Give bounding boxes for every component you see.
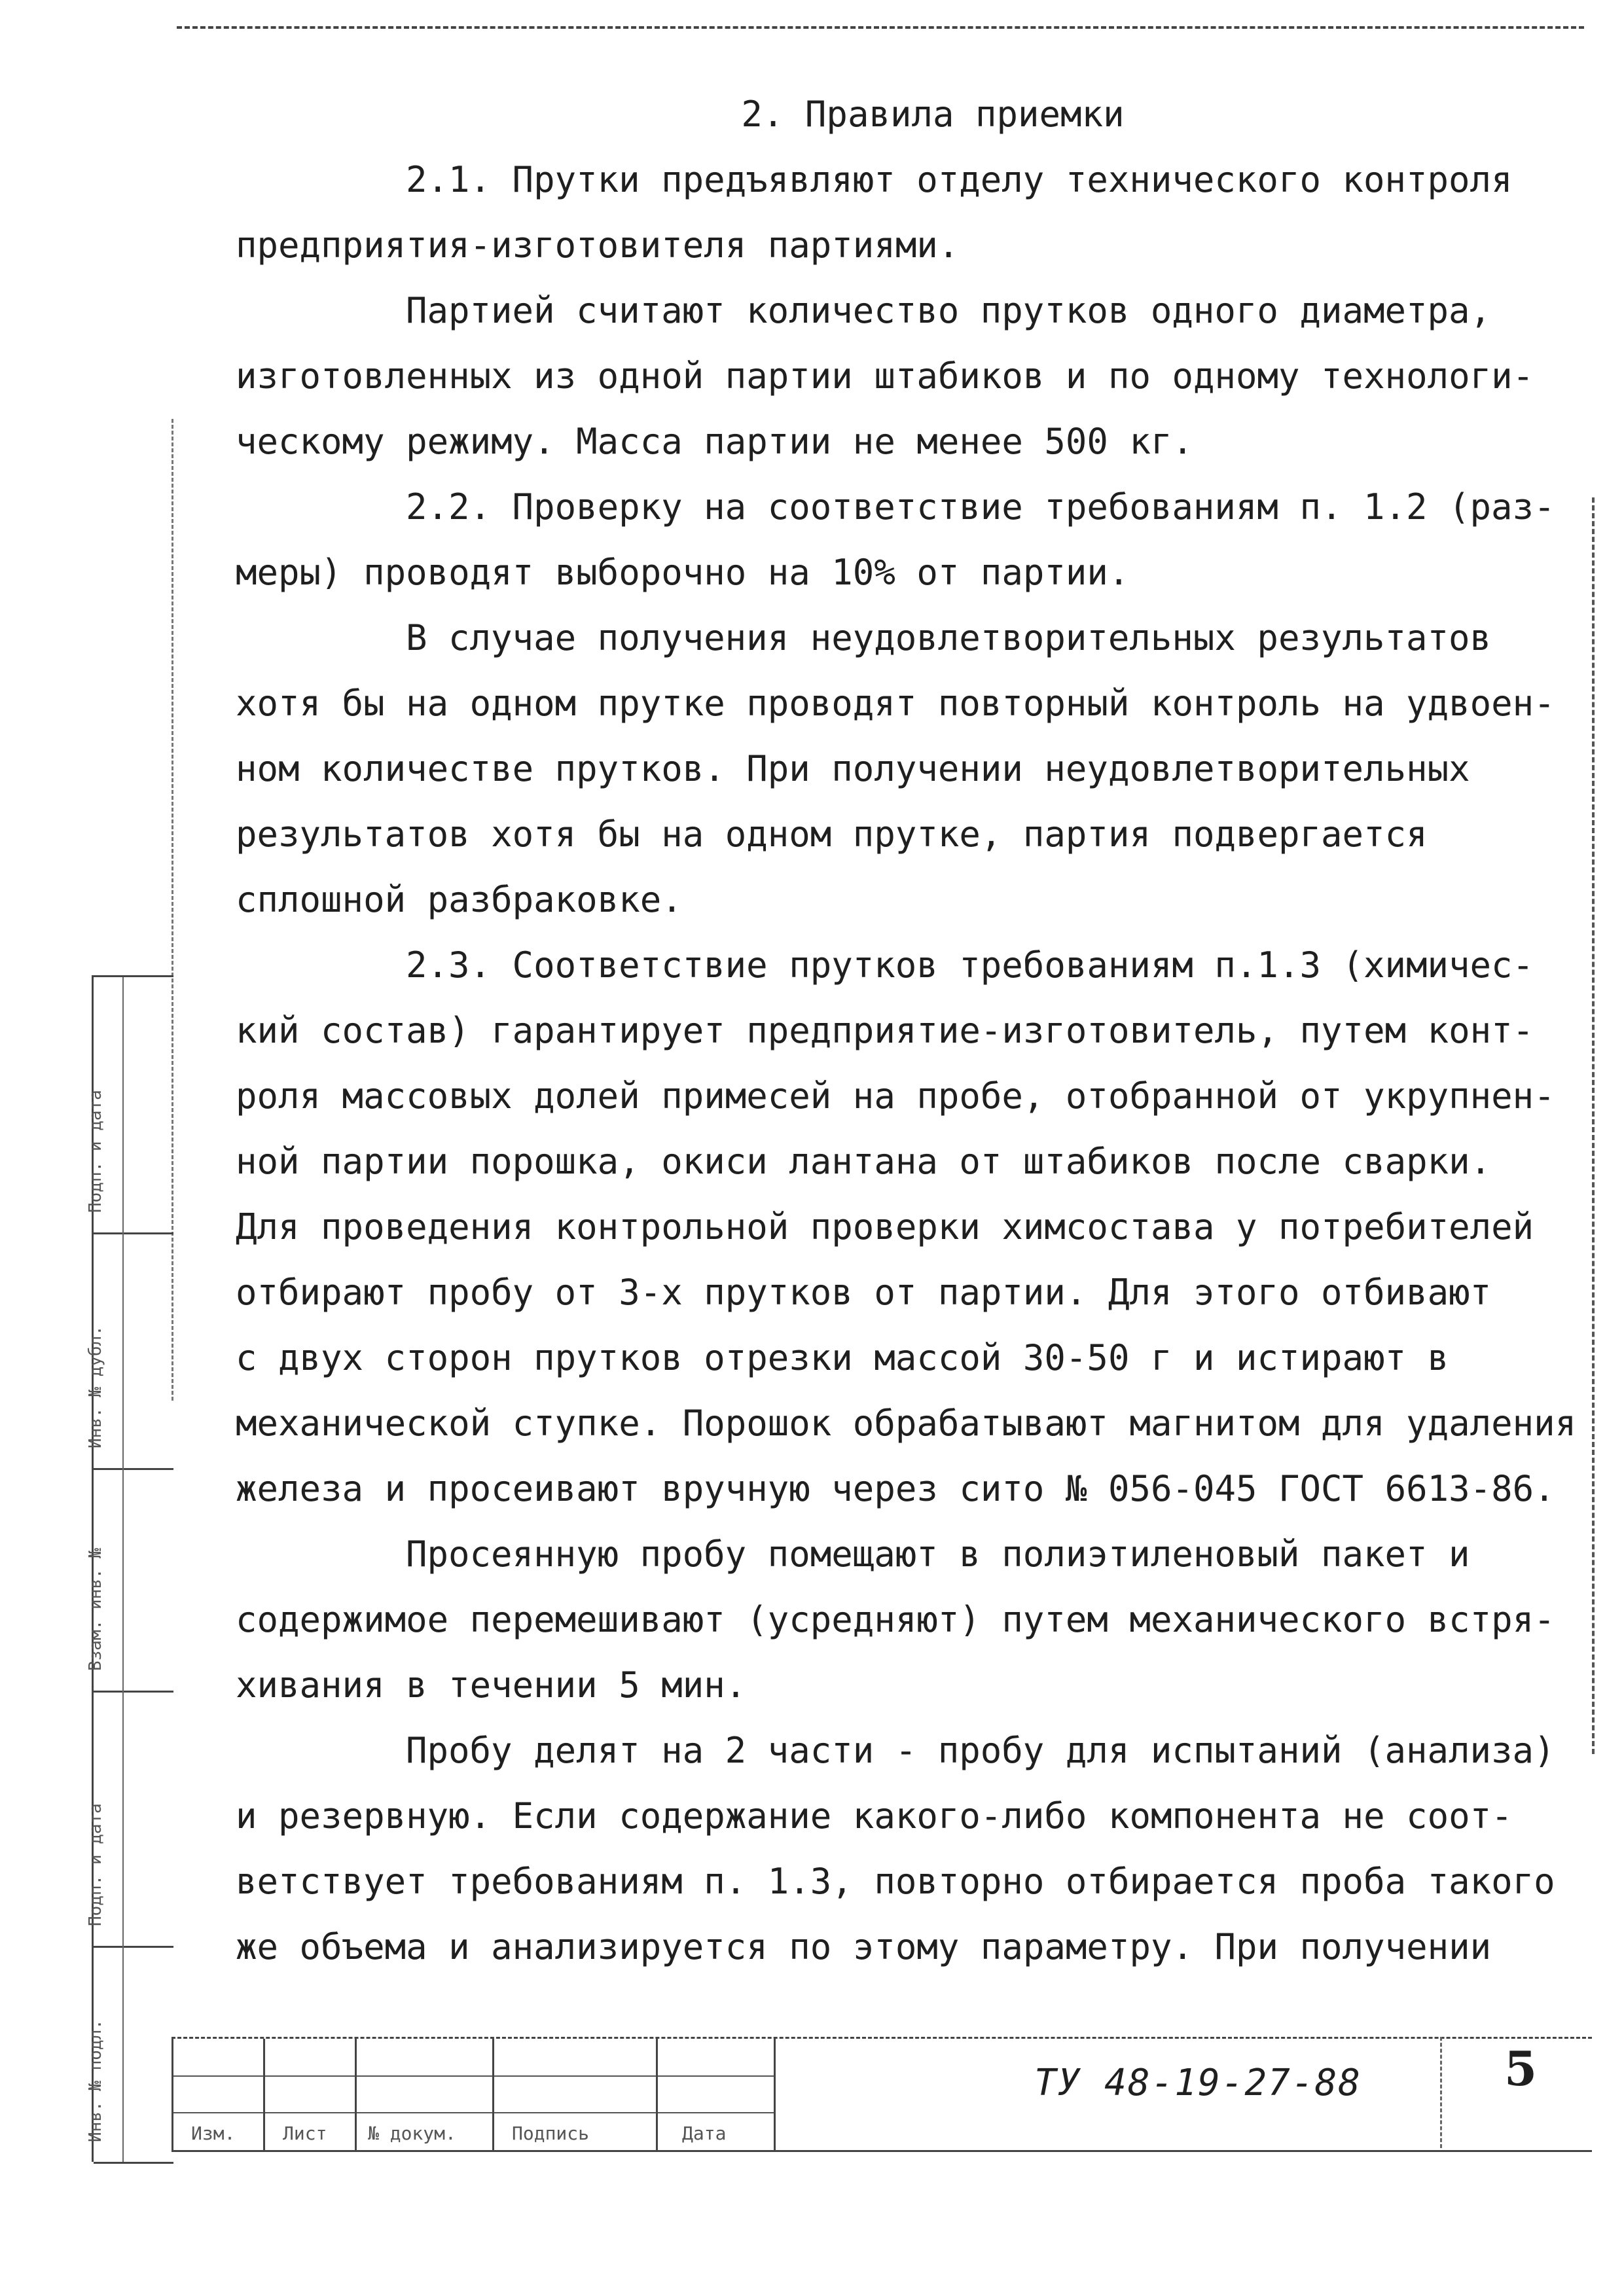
page-number: 5 [1504, 2041, 1538, 2096]
document-code: ТУ 48-19-27-88 [1034, 2062, 1362, 2104]
stamp-label: Взам. инв. № [86, 1548, 105, 1671]
stamp-divider [122, 1468, 124, 1691]
text-line: предприятия-изготовителя партиями. [236, 224, 960, 266]
text-line: и резервную. Если содержание какого-либо компонента не соот- [236, 1795, 1513, 1837]
stamp-sidebar [86, 975, 173, 2162]
grid-line [774, 2039, 776, 2150]
text-line: содержимое перемешивают (усредняют) путем механического встря- [236, 1599, 1555, 1640]
text-line: ном количестве прутков. При получении неудовлетворительных [236, 748, 1470, 789]
title-block-label: Изм. [191, 2123, 236, 2144]
text-line: Пробу делят на 2 части - пробу для испытаний (анализа) [406, 1730, 1555, 1771]
text-line: механической ступке. Порошок обрабатывают магнитом для удаления [236, 1403, 1577, 1444]
text-line: с двух сторон прутков отрезки массой 30-50 г и истирают в [236, 1337, 1449, 1378]
section-heading: 2. Правила приемки [741, 94, 1125, 135]
stamp-divider [122, 1232, 124, 1468]
grid-line [171, 2112, 774, 2113]
text-line: Просеянную пробу помещают в полиэтиленовый пакет и [406, 1534, 1470, 1575]
grid-line [492, 2039, 494, 2150]
right-margin-line [1592, 497, 1595, 1754]
text-line: Партией считают количество прутков одного диаметра, [406, 290, 1492, 331]
text-line: железа и просеивают вручную через сито № 056-045 ГОСТ 6613-86. [236, 1468, 1555, 1509]
text-line: роля массовых долей примесей на пробе, отобранной от укрупнен- [236, 1075, 1555, 1117]
text-line: В случае получения неудовлетворительных результатов [406, 617, 1492, 658]
text-line: меры) проводят выборочно на 10% от партии. [236, 552, 1130, 593]
text-line: 2.3. Соответствие прутков требованиям п.1.3 (химичес- [406, 944, 1534, 986]
stamp-cell [86, 1232, 173, 1470]
top-border-line [177, 26, 1584, 29]
stamp-label: Подп. и дата [86, 1803, 105, 1926]
document-body [236, 82, 1577, 1980]
text-line: изготовленных из одной партии штабиков и по одному технологи- [236, 355, 1534, 397]
title-block-label: Дата [682, 2123, 727, 2144]
text-line: сплошной разбраковке. [236, 879, 683, 920]
title-block-label: Лист [283, 2123, 327, 2144]
grid-line [355, 2039, 357, 2150]
text-line: же объема и анализируется по этому параметру. При получении [236, 1926, 1492, 1967]
stamp-cell [86, 1468, 173, 1693]
text-line: ной партии порошка, окиси лантана от штабиков после сварки. [236, 1141, 1492, 1182]
stamp-cell [86, 1691, 173, 1948]
text-line: кий состав) гарантирует предприятие-изготовитель, путем конт- [236, 1010, 1534, 1051]
stamp-divider [122, 977, 124, 1232]
title-block-label: Подпись [512, 2123, 590, 2144]
stamp-label: Инв. № подл. [86, 2019, 105, 2142]
text-line: хивания в течении 5 мин. [236, 1664, 747, 1706]
title-block-label: № докум. [368, 2123, 456, 2144]
title-block [171, 2037, 1592, 2152]
text-line: 2.2. Проверку на соответствие требованиям п. 1.2 (раз- [406, 486, 1555, 528]
text-line: результатов хотя бы на одном прутке, партия подвергается [236, 814, 1428, 855]
grid-line [171, 2075, 774, 2077]
text-line: хотя бы на одном прутке проводят повторный контроль на удвоен- [236, 683, 1555, 724]
text-line: ветствует требованиям п. 1.3, повторно отбирается проба такого [236, 1861, 1555, 1902]
title-block-grid [171, 2039, 774, 2150]
text-line: ческому режиму. Масса партии не менее 500 кг. [236, 421, 1193, 462]
stamp-cell [86, 1946, 173, 2164]
text-line: отбирают пробу от 3-х прутков от партии. Для этого отбивают [236, 1272, 1492, 1313]
stamp-label: Инв. № дубл. [86, 1325, 105, 1448]
grid-line [263, 2039, 265, 2150]
stamp-cell [86, 977, 173, 1234]
page-number-separator [1440, 2037, 1442, 2148]
grid-line [171, 2039, 173, 2150]
stamp-divider [122, 1691, 124, 1946]
stamp-divider [122, 1946, 124, 2162]
grid-line [656, 2039, 658, 2150]
stamp-label: Подп. и дата [86, 1090, 105, 1213]
text-line: 2.1. Прутки предъявляют отделу технического контроля [406, 159, 1513, 200]
text-line: Для проведения контрольной проверки химсостава у потребителей [236, 1206, 1534, 1247]
